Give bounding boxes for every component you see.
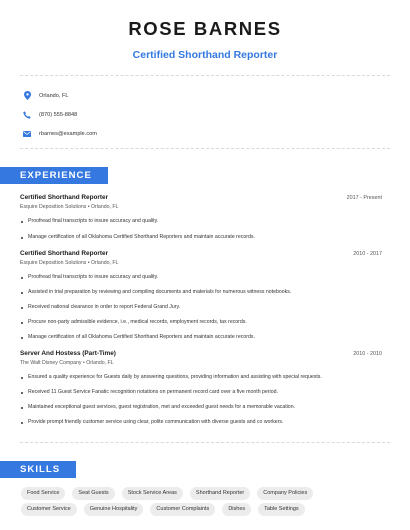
contact-email[interactable] [22, 124, 410, 143]
skill-chip: Company Policies [257, 487, 313, 500]
job-entry [0, 350, 410, 426]
job-bullet: Proofread final transcripts to insure accuracy and quality. [20, 274, 382, 281]
job-dates: 2010 - 2017 [353, 251, 382, 257]
job-bullet: Proofread final transcripts to insure accuracy and quality. [20, 218, 382, 225]
job-bullet: Provide prompt friendly customer service using clear, polite communication with diverse guests and co workers. [20, 419, 382, 426]
job-bullet: Maintained exceptional guest services, guest registration, met and exceeded guest needs for a memorable vacation. [20, 404, 382, 411]
skill-chip: Food Service [21, 487, 65, 500]
job-entry [0, 194, 410, 241]
skill-chip: Customer Service [21, 503, 77, 516]
job-bullet: Manage certification of all Oklahoma Certified Shorthand Reporters and maintain accurate records. [20, 234, 382, 241]
job-bullet: Ensured a quality experience for Guests daily by answering questions, providing information and assisting with special requests. [20, 374, 382, 381]
job-bullet: Procure non-party admissible evidence, i.e., medical records, employment records, tax records. [20, 319, 382, 326]
contact-list [0, 76, 410, 143]
skill-chip: Table Settings [258, 503, 305, 516]
job-title: Certified Shorthand Reporter [20, 194, 109, 201]
contact-phone [22, 105, 410, 124]
job-bullet: Received 11 Guest Service Fanatic recognition notations on permanent record card over a five month period. [20, 389, 382, 396]
phone-text: (870) 555-8848 [39, 111, 78, 118]
location-pin-icon [22, 91, 32, 101]
skill-chip: Shorthand Reporter [190, 487, 250, 500]
resume-header [0, 0, 410, 61]
experience-section [0, 165, 410, 426]
job-organization: The Walt Disney Company • Orlando, FL [20, 360, 114, 366]
divider [20, 442, 390, 443]
location-text: Orlando, FL [39, 92, 69, 99]
envelope-icon [22, 129, 32, 139]
skills-heading: SKILLS [0, 461, 76, 478]
job-bullet: Received national clearance in order to report Federal Grand Jury. [20, 304, 382, 311]
skill-chip: Genuine Hospitality [84, 503, 144, 516]
email-text[interactable]: rbarnes@example.com [39, 130, 97, 137]
divider [20, 148, 390, 149]
phone-icon [22, 110, 32, 120]
skill-chip: Customer Complaints [150, 503, 215, 516]
job-dates: 2010 - 2010 [353, 351, 382, 357]
candidate-name: ROSE BARNES [128, 18, 282, 39]
job-bullet: Assisted in trial preparation by reviewing and compiling documents and materials for numerous witness notebooks. [20, 289, 382, 296]
job-title: Server And Hostess (Part-Time) [20, 350, 116, 357]
skill-chip: Dishes [222, 503, 251, 516]
candidate-title: Certified Shorthand Reporter [132, 49, 278, 61]
job-title: Certified Shorthand Reporter [20, 250, 109, 257]
job-entry [0, 250, 410, 341]
skill-chip: Seat Guests [72, 487, 114, 500]
skills-section [0, 459, 410, 519]
job-bullet: Manage certification of all Oklahoma Certified Shorthand Reporters and maintain accurate records. [20, 334, 382, 341]
job-dates: 2017 - Present [346, 195, 382, 201]
job-organization: Esquire Deposition Solutions • Orlando, FL [20, 260, 119, 266]
job-organization: Esquire Deposition Solutions • Orlando, FL [20, 204, 119, 210]
skill-chip: Stock Service Areas [122, 487, 183, 500]
skills-list [0, 478, 370, 519]
experience-heading: EXPERIENCE [0, 167, 108, 184]
contact-location [22, 86, 410, 105]
